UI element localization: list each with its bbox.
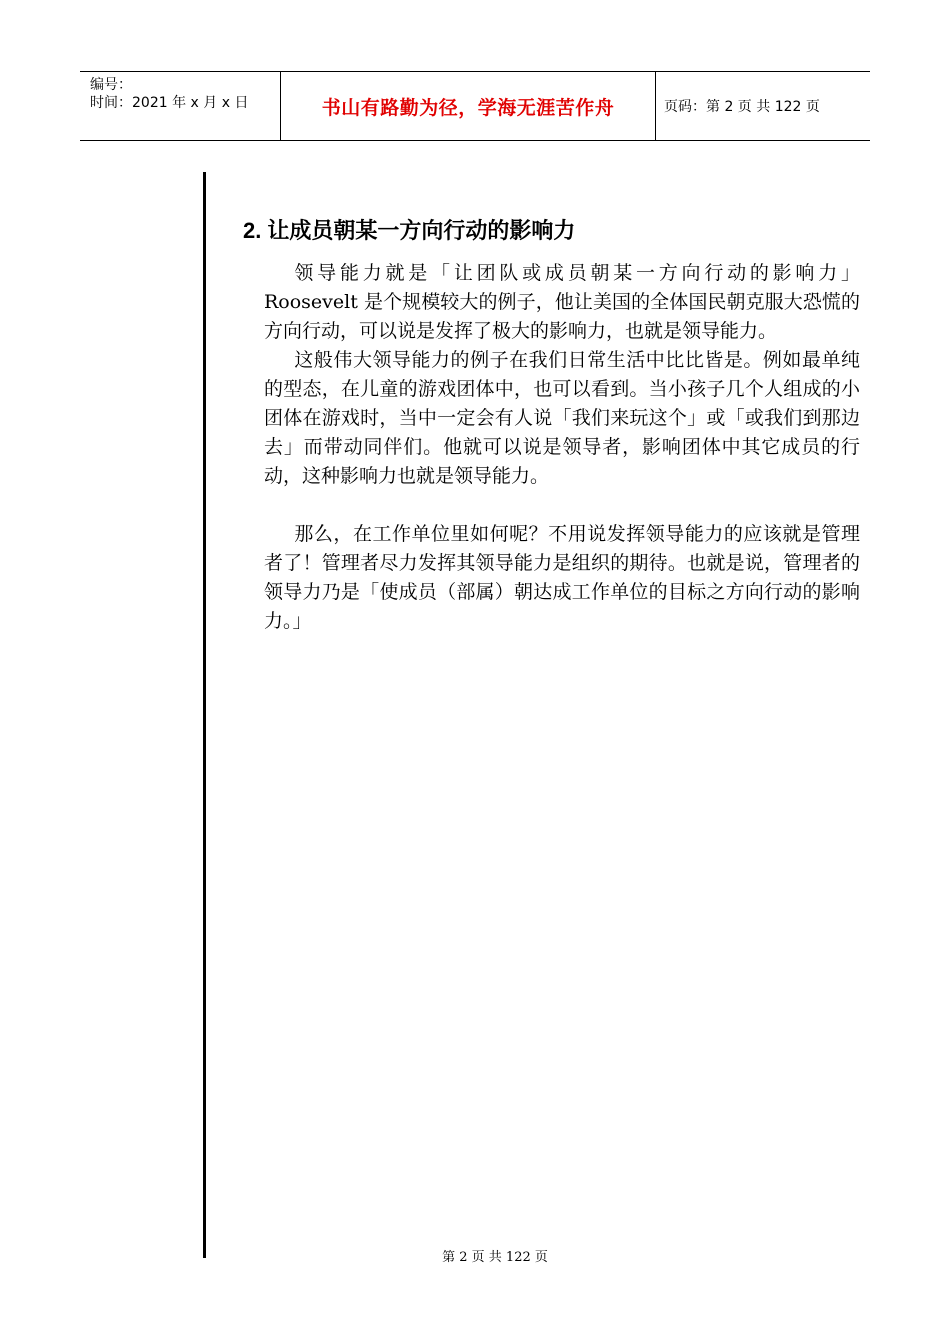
header-page-info-cell: [656, 72, 870, 140]
body-text: [264, 259, 860, 636]
page-footer: 第 2 页 共 122 页: [442, 1250, 548, 1265]
time-label: 时间：2021 年 x 月 x 日: [90, 95, 249, 111]
paragraph: 领导能力就是「让团队或成员朝某一方向行动的影响力」Roosevelt 是个规模较大的例子，他让美国的全体国民朝克服大恐慌的方向行动，可以说是发挥了极大的影响力，也就是领导能力。: [264, 262, 860, 342]
header-motto-cell: [281, 72, 656, 140]
number-label: 编号：: [90, 77, 132, 93]
paragraph: 那么，在工作单位里如何呢？不用说发挥领导能力的应该就是管理者了！管理者尽力发挥其领导能力是组织的期待。也就是说，管理者的领导力乃是「使成员（部属）朝达成工作单位的目标之方向行动的影响力。」: [264, 523, 860, 632]
paragraph: 这般伟大领导能力的例子在我们日常生活中比比皆是。例如最单纯的型态，在儿童的游戏团体中，也可以看到。当小孩子几个人组成的小团体在游戏时，当中一定会有人说「我们来玩这个」或「或我们到那边去」而带动同伴们。他就可以说是领导者，影响团体中其它成员的行动，这种影响力也就是领导能力。: [264, 349, 860, 487]
header-meta: [80, 72, 281, 140]
page-header: [80, 71, 870, 141]
section-title: [243, 214, 575, 245]
left-margin-rule: [203, 172, 206, 1258]
motto-text: 书山有路勤为径，学海无涯苦作舟: [321, 96, 615, 119]
page-info: 页码：第 2 页 共 122 页: [664, 99, 820, 115]
section-number: 2.: [243, 218, 262, 243]
section-title-text: 让成员朝某一方向行动的影响力: [267, 219, 576, 244]
